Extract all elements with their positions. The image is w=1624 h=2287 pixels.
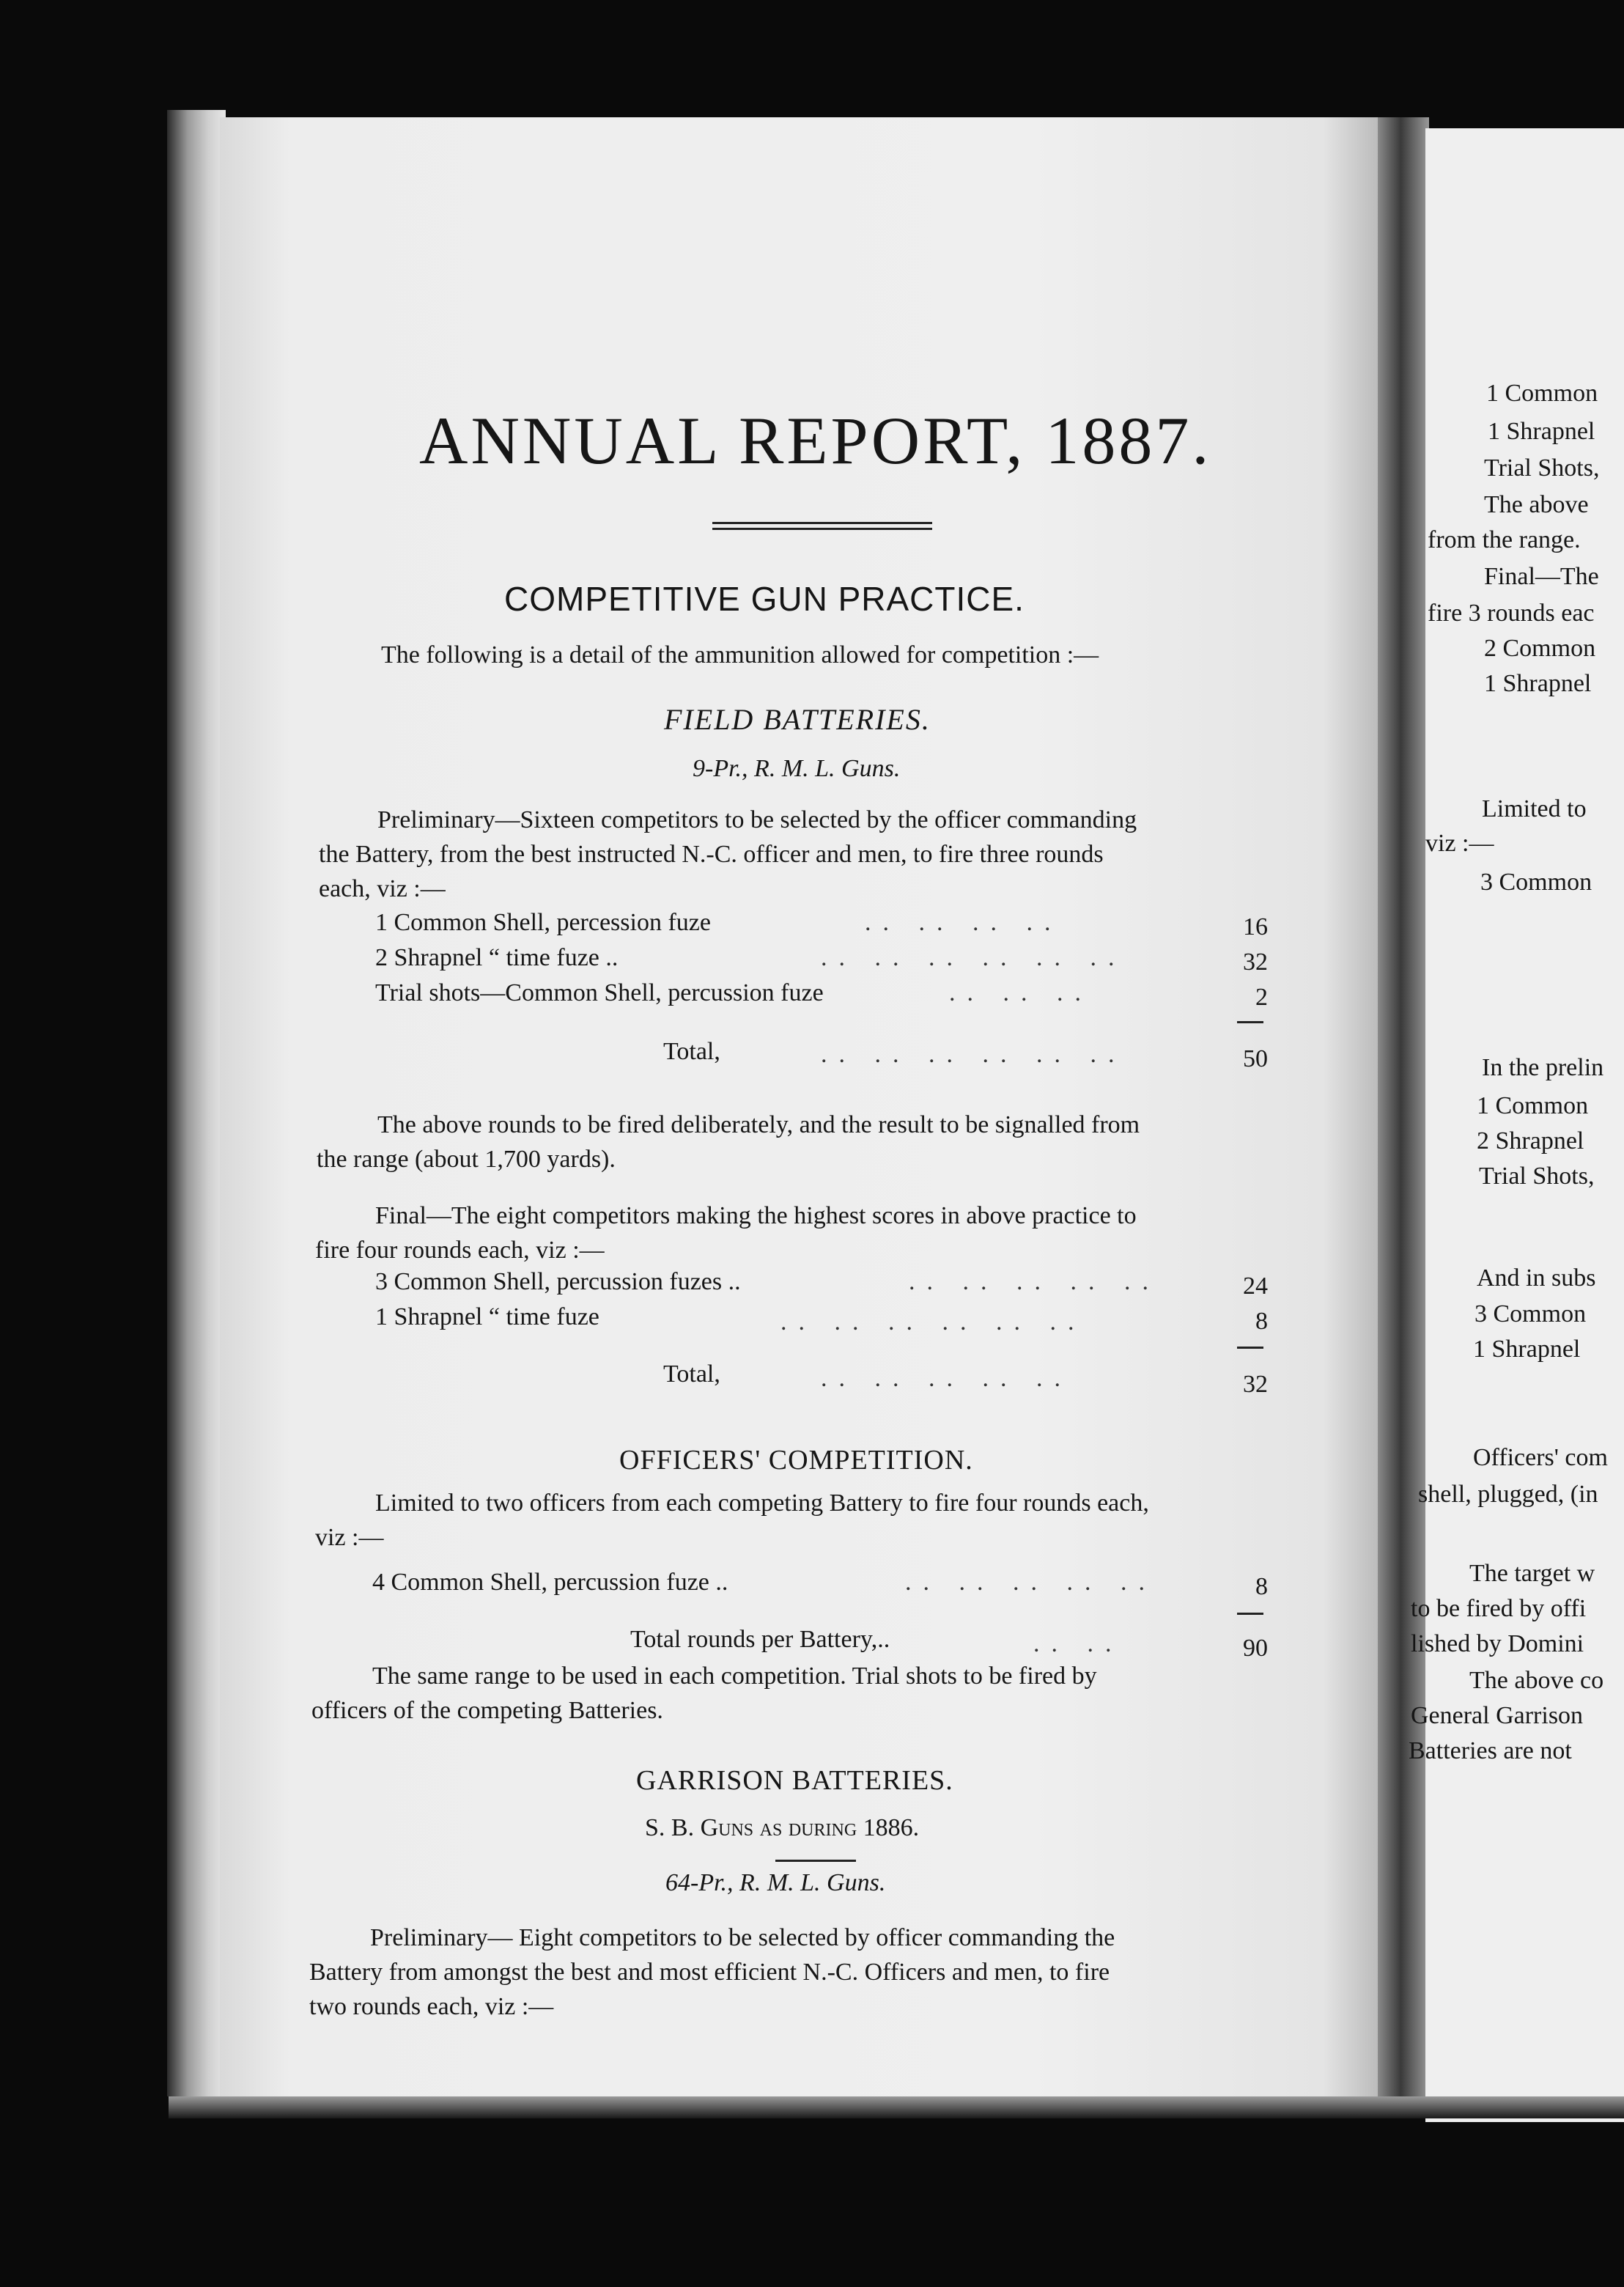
intro-text: The following is a detail of the ammunition allowed for competition :— xyxy=(381,641,1099,669)
right-page-line: fire 3 rounds eac xyxy=(1428,600,1595,627)
field-text-line: The above rounds to be fired deliberately, and the result to be signalled from xyxy=(377,1111,1140,1138)
field-batteries-heading: FIELD BATTERIES. xyxy=(664,703,931,736)
field-text-line: fire four rounds each, viz :— xyxy=(315,1237,605,1264)
right-page-line: to be fired by offi xyxy=(1411,1595,1587,1622)
officers-text-line: officers of the competing Batteries. xyxy=(311,1697,663,1724)
report-title: ANNUAL REPORT, 1887. xyxy=(419,403,1212,478)
field-preliminary-line: the Battery, from the best instructed N.-C. officer and men, to fire three rounds xyxy=(319,841,1104,868)
ammo-item-label: 1 Common Shell, percession fuze xyxy=(375,909,711,936)
leader-dots: .. .. .. xyxy=(949,979,1093,1006)
leader-dots: .. .. .. .. xyxy=(865,909,1063,936)
officers-competition-heading: OFFICERS' COMPETITION. xyxy=(619,1445,973,1476)
right-page-line: And in subs xyxy=(1477,1264,1596,1292)
ammo-item-value: 8 xyxy=(1255,1308,1268,1335)
total-label: Total, xyxy=(663,1360,720,1388)
officers-text-line: The same range to be used in each competition. Trial shots to be fired by xyxy=(372,1662,1097,1690)
right-page-line: 2 Common xyxy=(1484,635,1596,662)
right-page-line: Final—The xyxy=(1484,563,1599,590)
ammo-item-label: 3 Common Shell, percussion fuzes .. xyxy=(375,1268,741,1295)
book-edge xyxy=(167,110,226,2096)
leader-dots: .. .. .. .. .. .. xyxy=(821,944,1126,971)
ammo-item-label: 2 Shrapnel “ time fuze .. xyxy=(375,944,619,971)
book-gutter xyxy=(1378,117,1429,2111)
right-page-line: 3 Common xyxy=(1480,869,1592,896)
field-text-line: the range (about 1,700 yards). xyxy=(317,1146,616,1173)
garrison-subheading: S. B. Guns as during 1886. xyxy=(645,1814,920,1841)
field-text-line: Final—The eight competitors making the highest scores in above practice to xyxy=(375,1202,1137,1229)
title-divider xyxy=(712,522,932,530)
right-page-line: 1 Shrapnel xyxy=(1488,418,1595,445)
field-preliminary-line: each, viz :— xyxy=(319,875,446,902)
right-page-line: The target w xyxy=(1469,1560,1595,1587)
right-page-line: shell, plugged, (in xyxy=(1418,1481,1598,1508)
right-page-line: In the prelin xyxy=(1482,1054,1604,1081)
right-page-line: 1 Common xyxy=(1477,1092,1589,1119)
garrison-text-line: Preliminary— Eight competitors to be selected by officer commanding the xyxy=(370,1924,1115,1951)
leader-dots: .. .. .. .. .. xyxy=(905,1569,1156,1596)
garrison-gun-heading: 64-Pr., R. M. L. Guns. xyxy=(665,1869,886,1896)
total-label: Total, xyxy=(663,1038,720,1065)
leader-dots: .. .. .. .. .. .. xyxy=(780,1308,1086,1336)
sum-rule xyxy=(1237,1613,1263,1615)
total-value: 50 xyxy=(1243,1045,1268,1072)
right-page-line: from the range. xyxy=(1428,526,1581,553)
right-page-line: 1 Shrapnel xyxy=(1484,670,1592,697)
right-page-line: 2 Shrapnel xyxy=(1477,1127,1584,1154)
leader-dots: .. .. .. .. .. xyxy=(909,1268,1160,1295)
right-page-line: viz :— xyxy=(1425,830,1494,857)
field-preliminary-line: Preliminary—Sixteen competitors to be selected by the officer commanding xyxy=(377,806,1137,833)
officers-text-line: Limited to two officers from each competing Battery to fire four rounds each, xyxy=(375,1489,1149,1517)
page-bottom-shadow xyxy=(169,2096,1624,2118)
heading-rule xyxy=(775,1860,856,1862)
right-page-line: The above co xyxy=(1469,1667,1604,1694)
ammo-item-label: 1 Shrapnel “ time fuze xyxy=(375,1303,599,1330)
sum-rule xyxy=(1237,1347,1263,1349)
total-label: Total rounds per Battery,.. xyxy=(630,1626,890,1653)
right-page-line: lished by Domini xyxy=(1411,1630,1584,1657)
right-page-line: Trial Shots, xyxy=(1484,454,1600,482)
leader-dots: .. .. .. .. .. xyxy=(821,1365,1072,1392)
ammo-item-value: 24 xyxy=(1243,1273,1268,1300)
officers-text-line: viz :— xyxy=(315,1524,384,1551)
right-page-line: 3 Common xyxy=(1474,1300,1587,1327)
sum-rule xyxy=(1237,1021,1263,1023)
right-page-line: Batteries are not xyxy=(1409,1737,1572,1764)
right-page-line: Officers' com xyxy=(1473,1444,1608,1471)
right-page-line: 1 Shrapnel xyxy=(1473,1336,1581,1363)
garrison-batteries-heading: GARRISON BATTERIES. xyxy=(636,1765,953,1796)
ammo-item-label: 4 Common Shell, percussion fuze .. xyxy=(372,1569,728,1596)
ammo-item-value: 32 xyxy=(1243,949,1268,976)
total-value: 90 xyxy=(1243,1635,1268,1662)
ammo-item-value: 8 xyxy=(1255,1573,1268,1600)
leader-dots: .. .. xyxy=(1033,1630,1123,1657)
right-page-line: General Garrison xyxy=(1411,1702,1584,1729)
leader-dots: .. .. .. .. .. .. xyxy=(821,1041,1126,1068)
ammo-item-value: 2 xyxy=(1255,984,1268,1011)
field-gun-subheading: 9-Pr., R. M. L. Guns. xyxy=(693,755,901,782)
garrison-text-line: two rounds each, viz :— xyxy=(309,1993,554,2020)
section-heading: COMPETITIVE GUN PRACTICE. xyxy=(504,580,1025,618)
right-page-line: Trial Shots, xyxy=(1479,1163,1595,1190)
right-page-line: 1 Common xyxy=(1486,380,1598,407)
right-page-line: Limited to xyxy=(1482,795,1587,822)
total-value: 32 xyxy=(1243,1371,1268,1398)
ammo-item-value: 16 xyxy=(1243,913,1268,940)
right-page-line: The above xyxy=(1484,491,1589,518)
garrison-text-line: Battery from amongst the best and most efficient N.-C. Officers and men, to fire xyxy=(309,1959,1110,1986)
ammo-item-label: Trial shots—Common Shell, percussion fuze xyxy=(375,979,824,1006)
